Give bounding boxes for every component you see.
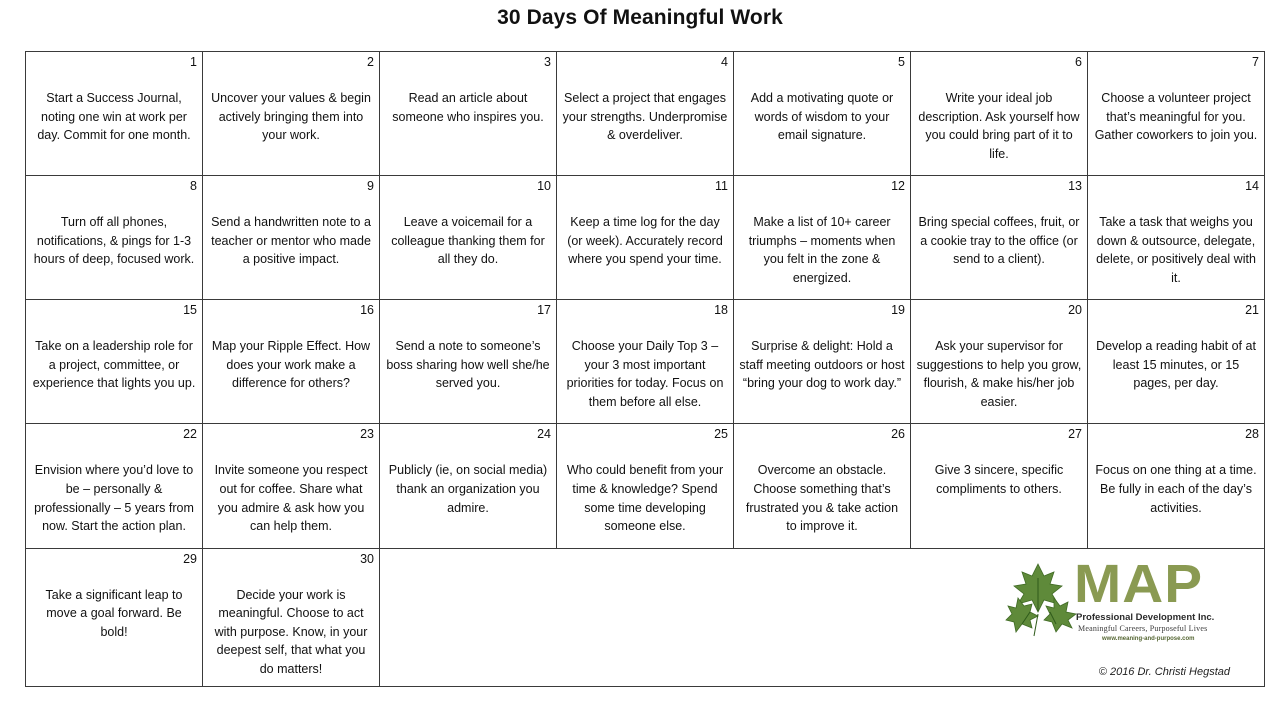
day-number: 5 bbox=[898, 55, 905, 69]
day-number: 7 bbox=[1252, 55, 1259, 69]
day-number: 20 bbox=[1068, 303, 1082, 318]
day-number: 24 bbox=[537, 427, 551, 442]
day-number: 28 bbox=[1245, 427, 1259, 442]
logo-url: www.meaning-and-purpose.com bbox=[1102, 635, 1195, 642]
day-cell bbox=[557, 52, 734, 176]
day-cell bbox=[26, 300, 203, 424]
day-number: 27 bbox=[1068, 427, 1082, 442]
day-cell bbox=[1088, 424, 1265, 548]
day-number: 4 bbox=[721, 55, 728, 69]
day-activity: Make a list of 10+ career triumphs – moments when you felt in the zone & energized. bbox=[748, 215, 896, 285]
day-cell bbox=[1088, 176, 1265, 300]
day-activity: Overcome an obstacle. Choose something that’s frustrated you & take action to improve it. bbox=[745, 463, 899, 534]
day-cell bbox=[26, 548, 203, 687]
day-number: 1 bbox=[190, 55, 197, 69]
logo-subtitle: Professional Development Inc. bbox=[1076, 611, 1215, 623]
day-activity: Send a note to someone’s boss sharing how well she/he served you. bbox=[386, 339, 550, 391]
day-number: 30 bbox=[360, 551, 374, 566]
day-number: 9 bbox=[367, 179, 374, 194]
day-activity: Map your Ripple Effect. How does your work make a difference for others? bbox=[211, 339, 371, 391]
day-activity: Surprise & delight: Hold a staff meeting outdoors or host “bring your dog to work day.” bbox=[739, 339, 905, 391]
day-cell bbox=[26, 176, 203, 300]
calendar-week-row bbox=[26, 52, 1265, 176]
day-cell bbox=[26, 424, 203, 548]
day-activity: Send a handwritten note to a teacher or mentor who made a positive impact. bbox=[211, 215, 371, 267]
day-number: 26 bbox=[891, 427, 905, 442]
day-number: 22 bbox=[183, 427, 197, 442]
day-cell bbox=[911, 176, 1088, 300]
company-logo bbox=[1004, 553, 1234, 650]
day-number: 17 bbox=[537, 303, 551, 318]
day-cell bbox=[557, 300, 734, 424]
day-number: 21 bbox=[1245, 303, 1259, 318]
day-activity: Write your ideal job description. Ask yourself how you could bring part of it to life. bbox=[918, 91, 1080, 161]
day-cell bbox=[734, 424, 911, 548]
day-cell bbox=[203, 176, 380, 300]
day-cell bbox=[26, 52, 203, 176]
day-activity: Choose your Daily Top 3 – your 3 most important priorities for today. Focus on them before all else. bbox=[566, 339, 724, 410]
day-activity: Select a project that engages your strengths. Underpromise & overdeliver. bbox=[562, 91, 728, 143]
day-activity: Decide your work is meaningful. Choose to act with purpose. Know, in your deepest self, that what you do matters! bbox=[214, 587, 368, 676]
day-activity: Add a motivating quote or words of wisdom to your email signature. bbox=[750, 91, 894, 143]
day-cell bbox=[380, 176, 557, 300]
day-cell bbox=[557, 176, 734, 300]
day-activity: Choose a volunteer project that’s meaningful for you. Gather coworkers to join you. bbox=[1094, 91, 1258, 143]
day-cell bbox=[911, 300, 1088, 424]
day-number: 16 bbox=[360, 303, 374, 318]
day-activity: Take a task that weighs you down & outsource, delegate, delete, or positively deal with it. bbox=[1096, 215, 1256, 285]
day-cell bbox=[911, 424, 1088, 548]
day-number: 2 bbox=[367, 55, 374, 69]
day-number: 12 bbox=[891, 179, 905, 194]
day-activity: Read an article about someone who inspires you. bbox=[392, 91, 544, 124]
day-activity: Start a Success Journal, noting one win at work per day. Commit for one month. bbox=[37, 91, 191, 143]
day-cell bbox=[380, 300, 557, 424]
day-cell bbox=[203, 52, 380, 176]
day-cell bbox=[1088, 300, 1265, 424]
day-number: 11 bbox=[715, 179, 728, 194]
day-number: 8 bbox=[190, 179, 197, 194]
day-activity: Focus on one thing at a time. Be fully in each of the day’s activities. bbox=[1095, 463, 1257, 515]
day-number: 23 bbox=[360, 427, 374, 442]
day-number: 15 bbox=[183, 303, 197, 318]
day-number: 6 bbox=[1075, 55, 1082, 69]
logo-wordmark: MAP bbox=[1074, 553, 1204, 614]
day-activity: Develop a reading habit of at least 15 minutes, or 15 pages, per day. bbox=[1096, 339, 1256, 391]
copyright-credit: © 2016 Dr. Christi Hegstad bbox=[1098, 666, 1230, 678]
logo-tagline: Meaningful Careers, Purposeful Lives bbox=[1078, 623, 1208, 633]
calendar-week-row bbox=[26, 548, 1265, 687]
day-number: 10 bbox=[537, 179, 551, 194]
day-cell bbox=[203, 548, 380, 687]
day-cell bbox=[203, 300, 380, 424]
day-activity: Invite someone you respect out for coffee. Share what you admire & ask how you can help them. bbox=[214, 463, 368, 534]
ivy-leaves-icon bbox=[1004, 558, 1084, 638]
day-cell bbox=[1088, 52, 1265, 176]
day-activity: Uncover your values & begin actively bringing them into your work. bbox=[211, 91, 371, 143]
calendar-week-row bbox=[26, 300, 1265, 424]
day-activity: Who could benefit from your time & knowledge? Spend some time developing someone else. bbox=[566, 463, 724, 534]
day-activity: Give 3 sincere, specific compliments to others. bbox=[934, 463, 1064, 496]
day-number: 18 bbox=[714, 303, 728, 318]
day-cell bbox=[557, 424, 734, 548]
day-activity: Leave a voicemail for a colleague thanking them for all they do. bbox=[391, 215, 545, 267]
day-number: 25 bbox=[714, 427, 728, 442]
day-number: 29 bbox=[183, 551, 197, 566]
calendar-grid bbox=[25, 51, 1265, 687]
day-activity: Turn off all phones, notifications, & pings for 1-3 hours of deep, focused work. bbox=[33, 215, 195, 267]
day-number: 13 bbox=[1068, 179, 1082, 194]
calendar-week-row bbox=[26, 176, 1265, 300]
day-activity: Ask your supervisor for suggestions to help you grow, flourish, & make his/her job easier. bbox=[916, 339, 1082, 410]
day-cell bbox=[380, 424, 557, 548]
day-activity: Envision where you’d love to be – personally & professionally – 5 years from now. Start the action plan. bbox=[34, 463, 194, 534]
day-cell bbox=[911, 52, 1088, 176]
day-activity: Bring special coffees, fruit, or a cookie tray to the office (or send to a client). bbox=[918, 215, 1080, 267]
calendar-week-row bbox=[26, 424, 1265, 548]
day-number: 19 bbox=[891, 303, 905, 318]
day-activity: Keep a time log for the day (or week). Accurately record where you spend your time. bbox=[567, 215, 723, 267]
day-cell bbox=[734, 176, 911, 300]
day-cell bbox=[380, 52, 557, 176]
page-title: 30 Days Of Meaningful Work bbox=[497, 6, 783, 29]
day-activity: Take a significant leap to move a goal forward. Be bold! bbox=[45, 587, 183, 639]
day-cell bbox=[203, 424, 380, 548]
logo-area bbox=[380, 548, 1265, 687]
day-number: 3 bbox=[544, 55, 551, 69]
day-cell bbox=[734, 52, 911, 176]
day-activity: Publicly (ie, on social media) thank an organization you admire. bbox=[388, 463, 548, 515]
day-cell bbox=[734, 300, 911, 424]
day-activity: Take on a leadership role for a project, committee, or experience that lights you up. bbox=[32, 339, 196, 391]
day-number: 14 bbox=[1245, 179, 1259, 194]
